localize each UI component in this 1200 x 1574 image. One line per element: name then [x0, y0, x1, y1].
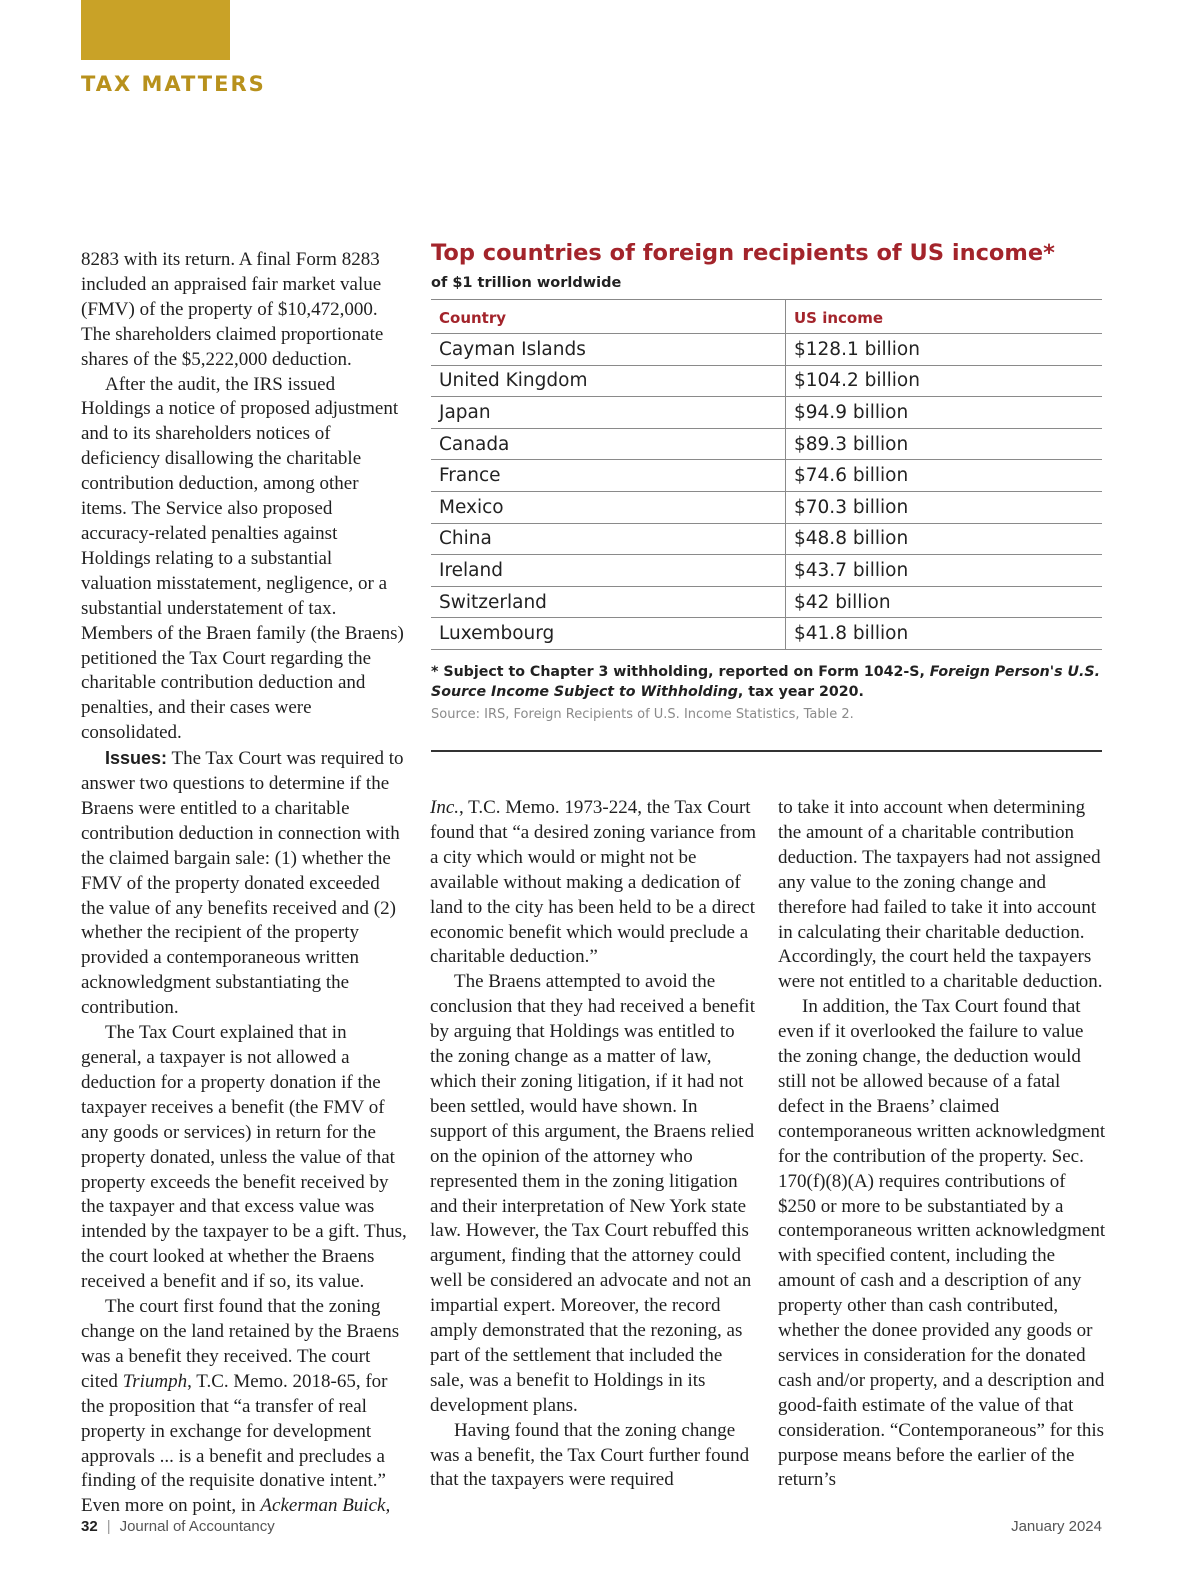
table-row	[431, 428, 1102, 460]
publication-name: Journal of Accountancy	[119, 1518, 275, 1535]
country-cell: Japan	[431, 397, 786, 429]
paragraph: Having found that the zoning change was a benefit, the Tax Court further found that the taxpayers were required	[430, 1419, 750, 1491]
footnote-text: , tax year 2020.	[737, 683, 864, 700]
income-infobox	[431, 240, 1102, 722]
paragraph-text: , T.C. Memo. 1973-224, the Tax Court found that “a desired zoning variance from a city which would or might not be available without making a dedication of land to the city has been held to be a direct economic benefit which would preclude a charitable deduction.”	[430, 797, 757, 968]
country-cell: France	[431, 460, 786, 492]
section-color-block	[81, 0, 230, 60]
issues-heading: Issues:	[105, 748, 168, 769]
country-cell: Canada	[431, 428, 786, 460]
income-cell: $41.8 billion	[786, 618, 1103, 650]
country-cell: United Kingdom	[431, 365, 786, 397]
issue-date: January 2024	[1011, 1518, 1102, 1535]
table-row	[431, 586, 1102, 618]
footer-separator: |	[106, 1518, 111, 1535]
infobox-divider	[431, 750, 1102, 752]
income-cell: $128.1 billion	[786, 334, 1103, 366]
paragraph	[430, 796, 757, 970]
income-table	[431, 299, 1102, 650]
article-column-3	[778, 796, 1108, 1493]
income-cell: $42 billion	[786, 586, 1103, 618]
article-column-1	[81, 248, 407, 1519]
case-name: Inc.	[430, 797, 460, 818]
paragraph-text: , T.C. Memo. 2018-65, for the proposition that “a transfer of real property in exchange for development approvals ... is a benefit and precludes a finding of the requisite donative intent.” Even more on point, in	[81, 1370, 388, 1517]
page-number: 32	[81, 1518, 98, 1535]
table-row	[431, 397, 1102, 429]
footnote-text: * Subject to Chapter 3 withholding, reported on Form 1042-S,	[431, 663, 930, 680]
form-title: Foreign Person's U.S. Source Income Subject to Withholding	[431, 663, 1100, 700]
table-row	[431, 523, 1102, 555]
case-name: Triumph	[122, 1370, 188, 1392]
country-cell: China	[431, 523, 786, 555]
country-cell: Cayman Islands	[431, 334, 786, 366]
paragraph	[81, 1295, 407, 1519]
income-cell: $48.8 billion	[786, 523, 1103, 555]
case-name: Ackerman Buick,	[260, 1495, 391, 1517]
column-header-country: Country	[431, 300, 786, 334]
paragraph: The Braens attempted to avoid the conclusion that they had received a benefit by arguing that Holdings was entitled to the zoning change as a matter of law, which their zoning litigation, if it had not been settled, would have shown. In support of this argument, the Braens relied on the opinion of the attorney who represented them in the zoning litigation and their interpretation of New York state law. However, the Tax Court rebuffed this argument, finding that the attorney could well be considered an advocate and not an impartial expert. Moreover, the record amply demonstrated that the rezoning, as part of the settlement that included the sale, was a benefit to Holdings in its development plans.	[430, 971, 755, 1416]
paragraph: After the audit, the IRS issued Holdings a notice of proposed adjustment and to its shareholders notices of deficiency disallowing the charitable contribution deduction, among other items. The Service also proposed accuracy-related penalties against Holdings relating to a substantial valuation misstatement, negligence, or a substantial understatement of tax. Members of the Braen family (the Braens) petitioned the Tax Court regarding the charitable contribution deduction and penalties, and their cases were consolidated.	[81, 373, 404, 744]
article-column-2	[430, 796, 757, 1493]
infobox-title: Top countries of foreign recipients of US income*	[431, 240, 1055, 266]
table-row	[431, 334, 1102, 366]
paragraph: 8283 with its return. A final Form 8283 included an appraised fair market value (FMV) of the property of $10,472,000. The shareholders claimed proportionate shares of the $5,222,000 deduction.	[81, 249, 384, 370]
infobox-source: Source: IRS, Foreign Recipients of U.S. Income Statistics, Table 2.	[431, 706, 854, 722]
income-cell: $43.7 billion	[786, 555, 1103, 587]
table-row	[431, 491, 1102, 523]
paragraph-text: The court first found that the zoning change on the land retained by the Braens was a benefit they received. The court cited	[81, 1296, 400, 1392]
income-cell: $89.3 billion	[786, 428, 1103, 460]
country-cell: Luxembourg	[431, 618, 786, 650]
table-header-row	[431, 300, 1102, 334]
income-cell: $70.3 billion	[786, 491, 1103, 523]
country-cell: Mexico	[431, 491, 786, 523]
section-label: TAX MATTERS	[81, 72, 266, 96]
paragraph-issues	[81, 746, 407, 1021]
country-cell: Switzerland	[431, 586, 786, 618]
infobox-footnote	[431, 662, 1102, 702]
paragraph: The Tax Court explained that in general, a taxpayer is not allowed a deduction for a property donation if the taxpayer receives a benefit (the FMV of any goods or services) in return for the property donated, unless the value of that property exceeds the benefit received by the taxpayer and that excess value was intended by the taxpayer to be a gift. Thus, the court looked at whether the Braens received a benefit and if so, its value.	[81, 1022, 407, 1293]
paragraph: In addition, the Tax Court found that even if it overlooked the failure to value the zoning change, the deduction would still not be allowed because of a fatal defect in the Braens’ claimed contemporaneous written acknowledgment for the contribution of the property. Sec. 170(f)(8)(A) requires contributions of $250 or more to be substantiated by a contemporaneous written acknowledgment with specified content, including the amount of cash and a description of any property other than cash contributed, whether the donee provided any goods or services in consideration for the donated cash and/or property, and a description and good-faith estimate of the value of that consideration. “Contemporaneous” for this purpose means before the earlier of the return’s	[778, 996, 1106, 1491]
table-row	[431, 618, 1102, 650]
income-cell: $74.6 billion	[786, 460, 1103, 492]
column-header-income: US income	[786, 300, 1103, 334]
table-row	[431, 555, 1102, 587]
country-cell: Ireland	[431, 555, 786, 587]
table-row	[431, 460, 1102, 492]
paragraph: to take it into account when determining the amount of a charitable contribution deduction. The taxpayers had not assigned any value to the zoning change and therefore had failed to take it into account in calculating their charitable deduction. Accordingly, the court held the taxpayers were not entitled to a charitable deduction.	[778, 797, 1103, 993]
page-footer-left	[81, 1518, 275, 1535]
paragraph-text: The Tax Court was required to answer two questions to determine if the Braens were entitled to a charitable contribution deduction in connection with the claimed bargain sale: (1) whether the FMV of the property donated exceeded the value of any benefits received and (2) whether the recipient of the property provided a contemporaneous written acknowledgment substantiating the contribution.	[81, 748, 404, 1019]
income-cell: $94.9 billion	[786, 397, 1103, 429]
infobox-subtitle: of $1 trillion worldwide	[431, 275, 622, 291]
table-row	[431, 365, 1102, 397]
income-cell: $104.2 billion	[786, 365, 1103, 397]
